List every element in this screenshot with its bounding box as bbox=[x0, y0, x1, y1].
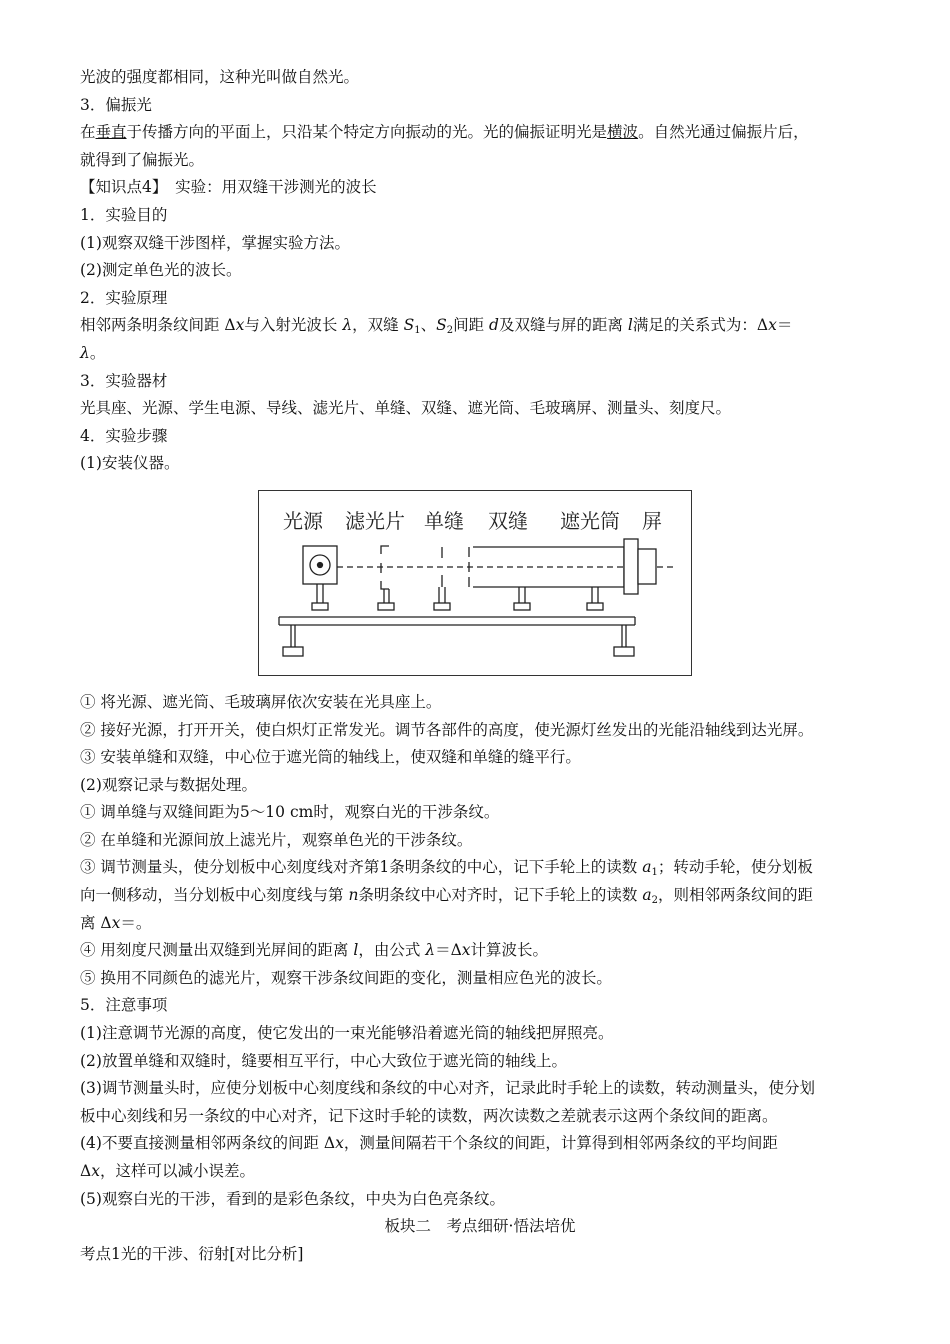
screen-plate bbox=[624, 539, 638, 594]
note-item: (3)调节测量头时，应使分划板中心刻度线和条纹的中心对齐，记录此时手轮上的读数，转动测量头，使分划 bbox=[80, 1079, 815, 1098]
step-item: ⑤ 换用不同颜色的滤光片，观察干涉条纹间距的变化，测量相应色光的波长。 bbox=[80, 968, 612, 987]
step-item: ① 调单缝与双缝间距为5～10 cm时，观察白光的干涉条纹。 bbox=[80, 803, 500, 822]
step-item-cont: 离 Δx＝。 bbox=[80, 913, 152, 932]
measurement-head bbox=[638, 549, 656, 584]
label-double-slit: 双缝 bbox=[488, 509, 528, 533]
step-item-cont: 向一侧移动，当分划板中心刻度线与第 n条明条纹中心对齐时，记下手轮上的读数 $a_2$，则相邻两条纹间的距 bbox=[80, 886, 813, 907]
apparatus-diagram bbox=[259, 491, 693, 677]
note-item: (5)观察白光的干涉，看到的是彩色条纹，中央为白色亮条纹。 bbox=[80, 1189, 505, 1208]
section-heading: 3．实验器材 bbox=[80, 371, 168, 390]
step-item: ③ 安装单缝和双缝，中心位于遮光筒的轴线上，使双缝和单缝的缝平行。 bbox=[80, 748, 581, 767]
paragraph-polarized-1: 在垂直于传播方向的平面上，只沿某个特定方向振动的光。光的偏振证明光是横波。自然光通过偏振片后， bbox=[80, 123, 809, 142]
label-filter: 滤光片 bbox=[345, 509, 405, 533]
lamp-filament bbox=[318, 563, 323, 568]
bench-foot bbox=[283, 647, 303, 656]
apparatus-figure bbox=[258, 490, 692, 676]
section-heading: 5．注意事项 bbox=[80, 996, 168, 1015]
underlined-term: 垂直 bbox=[95, 123, 127, 142]
support-saddle bbox=[312, 603, 328, 610]
support-saddle bbox=[587, 603, 603, 610]
step-item: ④ 用刻度尺测量出双缝到光屏间的距离 l，由公式 λ＝Δx计算波长。 bbox=[80, 941, 549, 960]
note-item-cont: Δx，这样可以减小误差。 bbox=[80, 1162, 255, 1180]
paragraph-polarized-2: 就得到了偏振光。 bbox=[80, 150, 205, 169]
section-heading: 1．实验目的 bbox=[80, 205, 168, 224]
support-saddle bbox=[514, 603, 530, 610]
section-heading: 2．实验原理 bbox=[80, 288, 168, 307]
list-item: (1)安装仪器。 bbox=[80, 454, 180, 473]
underlined-term: 横波 bbox=[607, 123, 639, 142]
note-item: (1)注意调节光源的高度，使它发出的一束光能够沿着遮光筒的轴线把屏照亮。 bbox=[80, 1024, 614, 1043]
label-single-slit: 单缝 bbox=[424, 509, 464, 533]
bench-foot bbox=[614, 647, 634, 656]
support-saddle bbox=[378, 603, 394, 610]
heading-polarized-light: 3．偏振光 bbox=[80, 95, 152, 114]
note-item-cont: 板中心刻线和另一条纹的中心对齐，记下这时手轮的读数，两次读数之差就表示这两个条纹间的距离。 bbox=[80, 1106, 778, 1125]
step-item: ② 接好光源，打开开关，使白炽灯正常发光。调节各部件的高度，使光源灯丝发出的光能沿轴线到达光屏。 bbox=[80, 720, 814, 739]
knowledge-point-heading: 【知识点4】 实验：用双缝干涉测光的波长 bbox=[80, 178, 377, 197]
topic-heading: 考点1光的干涉、衍射[对比分析] bbox=[80, 1244, 304, 1263]
block-heading: 板块二 考点细研·悟法培优 bbox=[384, 1217, 576, 1236]
principle-formula-line: 相邻两条明条纹间距 Δx与入射光波长 λ，双缝 $S_1$、$S_2$间距 d及双缝与屏的距离 l满足的关系式为：Δx＝ bbox=[80, 316, 793, 337]
paragraph-natural-light: 光波的强度都相同，这种光叫做自然光。 bbox=[80, 68, 360, 86]
step-item: ① 将光源、遮光筒、毛玻璃屏依次安装在光具座上。 bbox=[80, 692, 442, 711]
list-item: (1)观察双缝干涉图样，掌握实验方法。 bbox=[80, 233, 350, 252]
step-item: ② 在单缝和光源间放上滤光片，观察单色光的干涉条纹。 bbox=[80, 830, 473, 849]
section-heading: 4．实验步骤 bbox=[80, 426, 168, 445]
support-saddle bbox=[434, 603, 450, 610]
label-light-source: 光源 bbox=[283, 509, 323, 533]
note-item: (4)不要直接测量相邻两条纹的间距 Δx，测量间隔若干个条纹的间距，计算得到相邻两条纹的平均间距 bbox=[80, 1134, 778, 1153]
principle-formula-cont: λ。 bbox=[80, 343, 106, 362]
list-item: (2)测定单色光的波长。 bbox=[80, 261, 242, 280]
note-item: (2)放置单缝和双缝时，缝要相互平行，中心大致位于遮光筒的轴线上。 bbox=[80, 1051, 567, 1070]
step-item: ③ 调节测量头，使分划板中心刻度线对齐第1条明条纹的中心，记下手轮上的读数 $a_1$；转动手轮，使分划板 bbox=[80, 858, 813, 879]
list-item: (2)观察记录与数据处理。 bbox=[80, 775, 257, 794]
equipment-list: 光具座、光源、学生电源、导线、滤光片、单缝、双缝、遮光筒、毛玻璃屏、测量头、刻度尺。 bbox=[80, 399, 732, 418]
label-light-tube: 遮光筒 bbox=[560, 509, 620, 533]
label-screen: 屏 bbox=[642, 509, 662, 533]
